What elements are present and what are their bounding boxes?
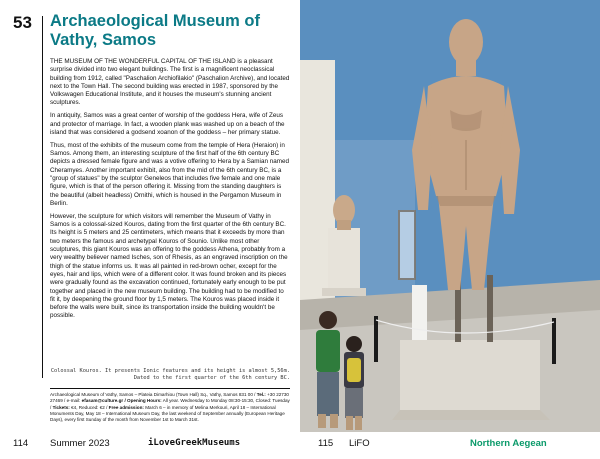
article-body xyxy=(50,58,290,325)
info-hours-label: / Opening Hours: xyxy=(124,398,162,404)
article-page-number: 53 xyxy=(13,13,32,32)
info-free-label: Free admission: xyxy=(108,404,144,410)
info-hours: All year. Wednesday to Monday 08:30-15:30, Closed: Tuesday / xyxy=(50,398,290,410)
museum-info xyxy=(50,392,290,423)
vertical-rule xyxy=(42,16,43,378)
info-free: March 6 – in memory of Melina Merkouri, April 18 – International Monuments Day, May 18 – International Museum Day, the last weekend of September annually (European Heritage Days), every first Sunday of the month from November 1st to March 31st. xyxy=(50,404,285,423)
paragraph: However, the sculpture for which visitors will remember the Museum of Vathy in Samos is a colossal-sized Kouros, dating from the first quarter of the 6th century BC. Its height is 5 meters and 25 centimeters, which means that it exceeds by more than two meters the famous and archetypal Kouros of Sounio. Unlike most other sculptures, this giant Kouros was an offering to the goddess Athena, probably from a very wealthy believer named Isches, son of Rhesis, as an engraved inscription on the thigh of the statue informs us. It was all painted in red-brown ocher, except for the eyes, hair and lips, which were of a different color. It was found broken and its pieces were gradually found as the excavation continued, fortunately early enough to be put together and placed in the new museum building. The building had to be modified to fit it, by deepening the ground floor by 1,5 meters. The Kouros was placed inside it before the walls were built, since its transportation inside the building wouldn't be possible. xyxy=(50,212,288,320)
horizontal-rule xyxy=(50,388,290,389)
footer-issue: Summer 2023 xyxy=(50,438,110,449)
kouros-photo xyxy=(300,0,600,432)
info-tel-label: Tel.: xyxy=(256,392,266,397)
kouros-illustration xyxy=(300,0,600,432)
info-email[interactable]: efasam@culture.gr xyxy=(81,398,124,404)
footer-left-page-number: 114 xyxy=(13,438,29,449)
article-title: Archaeological Museum of Vathy, Samos xyxy=(50,12,260,49)
footer-region: Northern Aegean xyxy=(470,438,547,449)
paragraph: Thus, most of the exhibits of the museum come from the temple of Hera (Heraion) in Samos. Among them, an interesting sculpture of the first half of the 6th century BC depicts a dressed female figure and was a votive offering to Hera by a Samian named Cheramyes. Another important exhibit, also from the mid of the 6th century BC, is a "group of statues" by the sculptor Geneleos that includes five female and one male figure, which is that of the person offering it. Missing from the standing daughters is the beautiful (albeit headless) Ornithi, which is housed in the Pergamon Museum in Berlin. xyxy=(50,141,289,207)
info-tickets: €4, Reduced: €2 / xyxy=(71,404,108,410)
photo-caption: Colossal Kouros. It presents Ionic features and its height is almost 5,56m. Dated to the first quarter of the 6th century BC. xyxy=(50,368,290,381)
paragraph: THE MUSEUM OF THE WONDERFUL CAPITAL OF THE ISLAND is a pleasant surprise divided into two elegant buildings. The first is a magnificent neoclassical building from 1912, called "Paschalion Archiofilakio" (Paschalion Archive), and located next to the Town Hall. The second building was erected in 1987, sponsored by the Volkswagen Educational Institute, and it houses the museum's stunning ancient sculptures. xyxy=(50,58,290,107)
footer-site: iLoveGreekMuseums xyxy=(148,438,241,448)
footer-magazine: LiFO xyxy=(349,438,370,449)
info-tel: +30 22730 27469 / e-mail: xyxy=(50,392,289,404)
footer-right-page-number: 115 xyxy=(318,438,334,449)
info-address: Archaeological Museum of Vathy, Samos – Plateia Dimarhiou (Town Hall) Sq., Vathy, Samos 831 00 / xyxy=(50,392,256,397)
paragraph: In antiquity, Samos was a great center of worship of the goddess Hera, wife of Zeus and protector of marriage. In fact, a wooden plank was washed up on a beach of the island that was considered a godsend xoanon of the goddess – her primary statue. xyxy=(50,112,285,136)
info-tickets-label: Tickets: xyxy=(52,404,70,410)
